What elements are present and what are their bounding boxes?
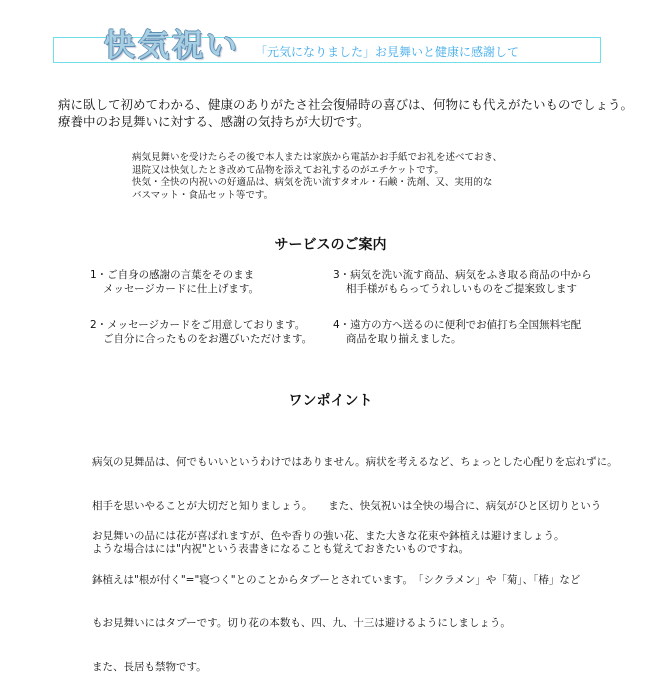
- intro-line: 療養中のお見舞いに対する、感謝の気持ちが大切です。: [58, 114, 370, 129]
- intro-text: [58, 96, 633, 130]
- onepoint-paragraph-2: [92, 500, 580, 689]
- intro-line: 病に臥して初めてわかる、健康のありがたさ社会復帰時の喜びは、何物にも代えがたいものでしょう。: [58, 97, 634, 112]
- paragraph-line: もお見舞いにはタブーです。切り花の本数も、四、九、十三は避けるようにしましょう。: [92, 617, 511, 629]
- note-line: 退院又は快気したとき改めて品物を添えてお礼するのがエチケットです。: [132, 164, 444, 176]
- service-line: ご自分に合ったものをお選びいただけます。: [103, 333, 313, 345]
- note-line: 病気見舞いを受けたらその後で本人または家族から電話かお手紙でお礼を述べておき、: [132, 152, 503, 163]
- paragraph-line: また、長居も禁物です。: [92, 660, 207, 673]
- service-item-1: [90, 268, 259, 296]
- onepoint-heading: ワンポイント: [288, 393, 373, 409]
- service-line: 1・ご自身の感謝の言葉をそのまま: [90, 269, 255, 281]
- service-item-4: [333, 318, 581, 346]
- paragraph-line: 相手を思いやることが大切だと知りましょう。 また、快気祝いは全快の場合に、病気がひと区切りという: [92, 499, 602, 512]
- etiquette-note: [132, 152, 502, 202]
- paragraph-line: お見舞いの品には花が喜ばれますが、色や香りの強い花、また大きな花束や鉢植えは避けましょう。: [92, 530, 565, 542]
- paragraph-line: ような場合はには"内祝"という表書きになることも覚えておきたいものですね。: [92, 543, 470, 555]
- service-line: 4・遠方の方へ送るのに便利でお値打ち全国無料宅配: [333, 319, 582, 331]
- page-title: 快気祝い: [104, 28, 240, 64]
- service-line: 3・病気を洗い流す商品、病気をふき取る商品の中から: [333, 269, 592, 281]
- page-subtitle: 「元気になりました」お見舞いと健康に感謝して: [255, 45, 520, 59]
- note-line: 快気・全快の内祝いの好適品は、病気を洗い流すタオル・石鹸・洗剤、又、実用的な: [132, 177, 493, 188]
- service-item-2: [90, 318, 312, 346]
- services-heading: サービスのご案内: [274, 237, 387, 253]
- service-line: 2・メッセージカードをご用意しております。: [90, 319, 306, 331]
- service-line: メッセージカードに仕上げます。: [103, 283, 260, 295]
- paragraph-line: 病気の見舞品は、何でもいいというわけではありません。病状を考えるなど、ちょっとした心配りを忘れずに。: [92, 456, 618, 468]
- note-line: バスマット・食品セット等です。: [132, 189, 274, 201]
- service-item-3: [333, 268, 592, 296]
- service-line: 商品を取り揃えました。: [346, 333, 462, 345]
- service-line: 相手様がもらってうれしいものをご提案致します: [346, 283, 577, 295]
- paragraph-line: 鉢植えは"根が付く"="寝つく"とのことからタブーとされています。 「シクラメン」や「菊」、「椿」など: [92, 573, 581, 586]
